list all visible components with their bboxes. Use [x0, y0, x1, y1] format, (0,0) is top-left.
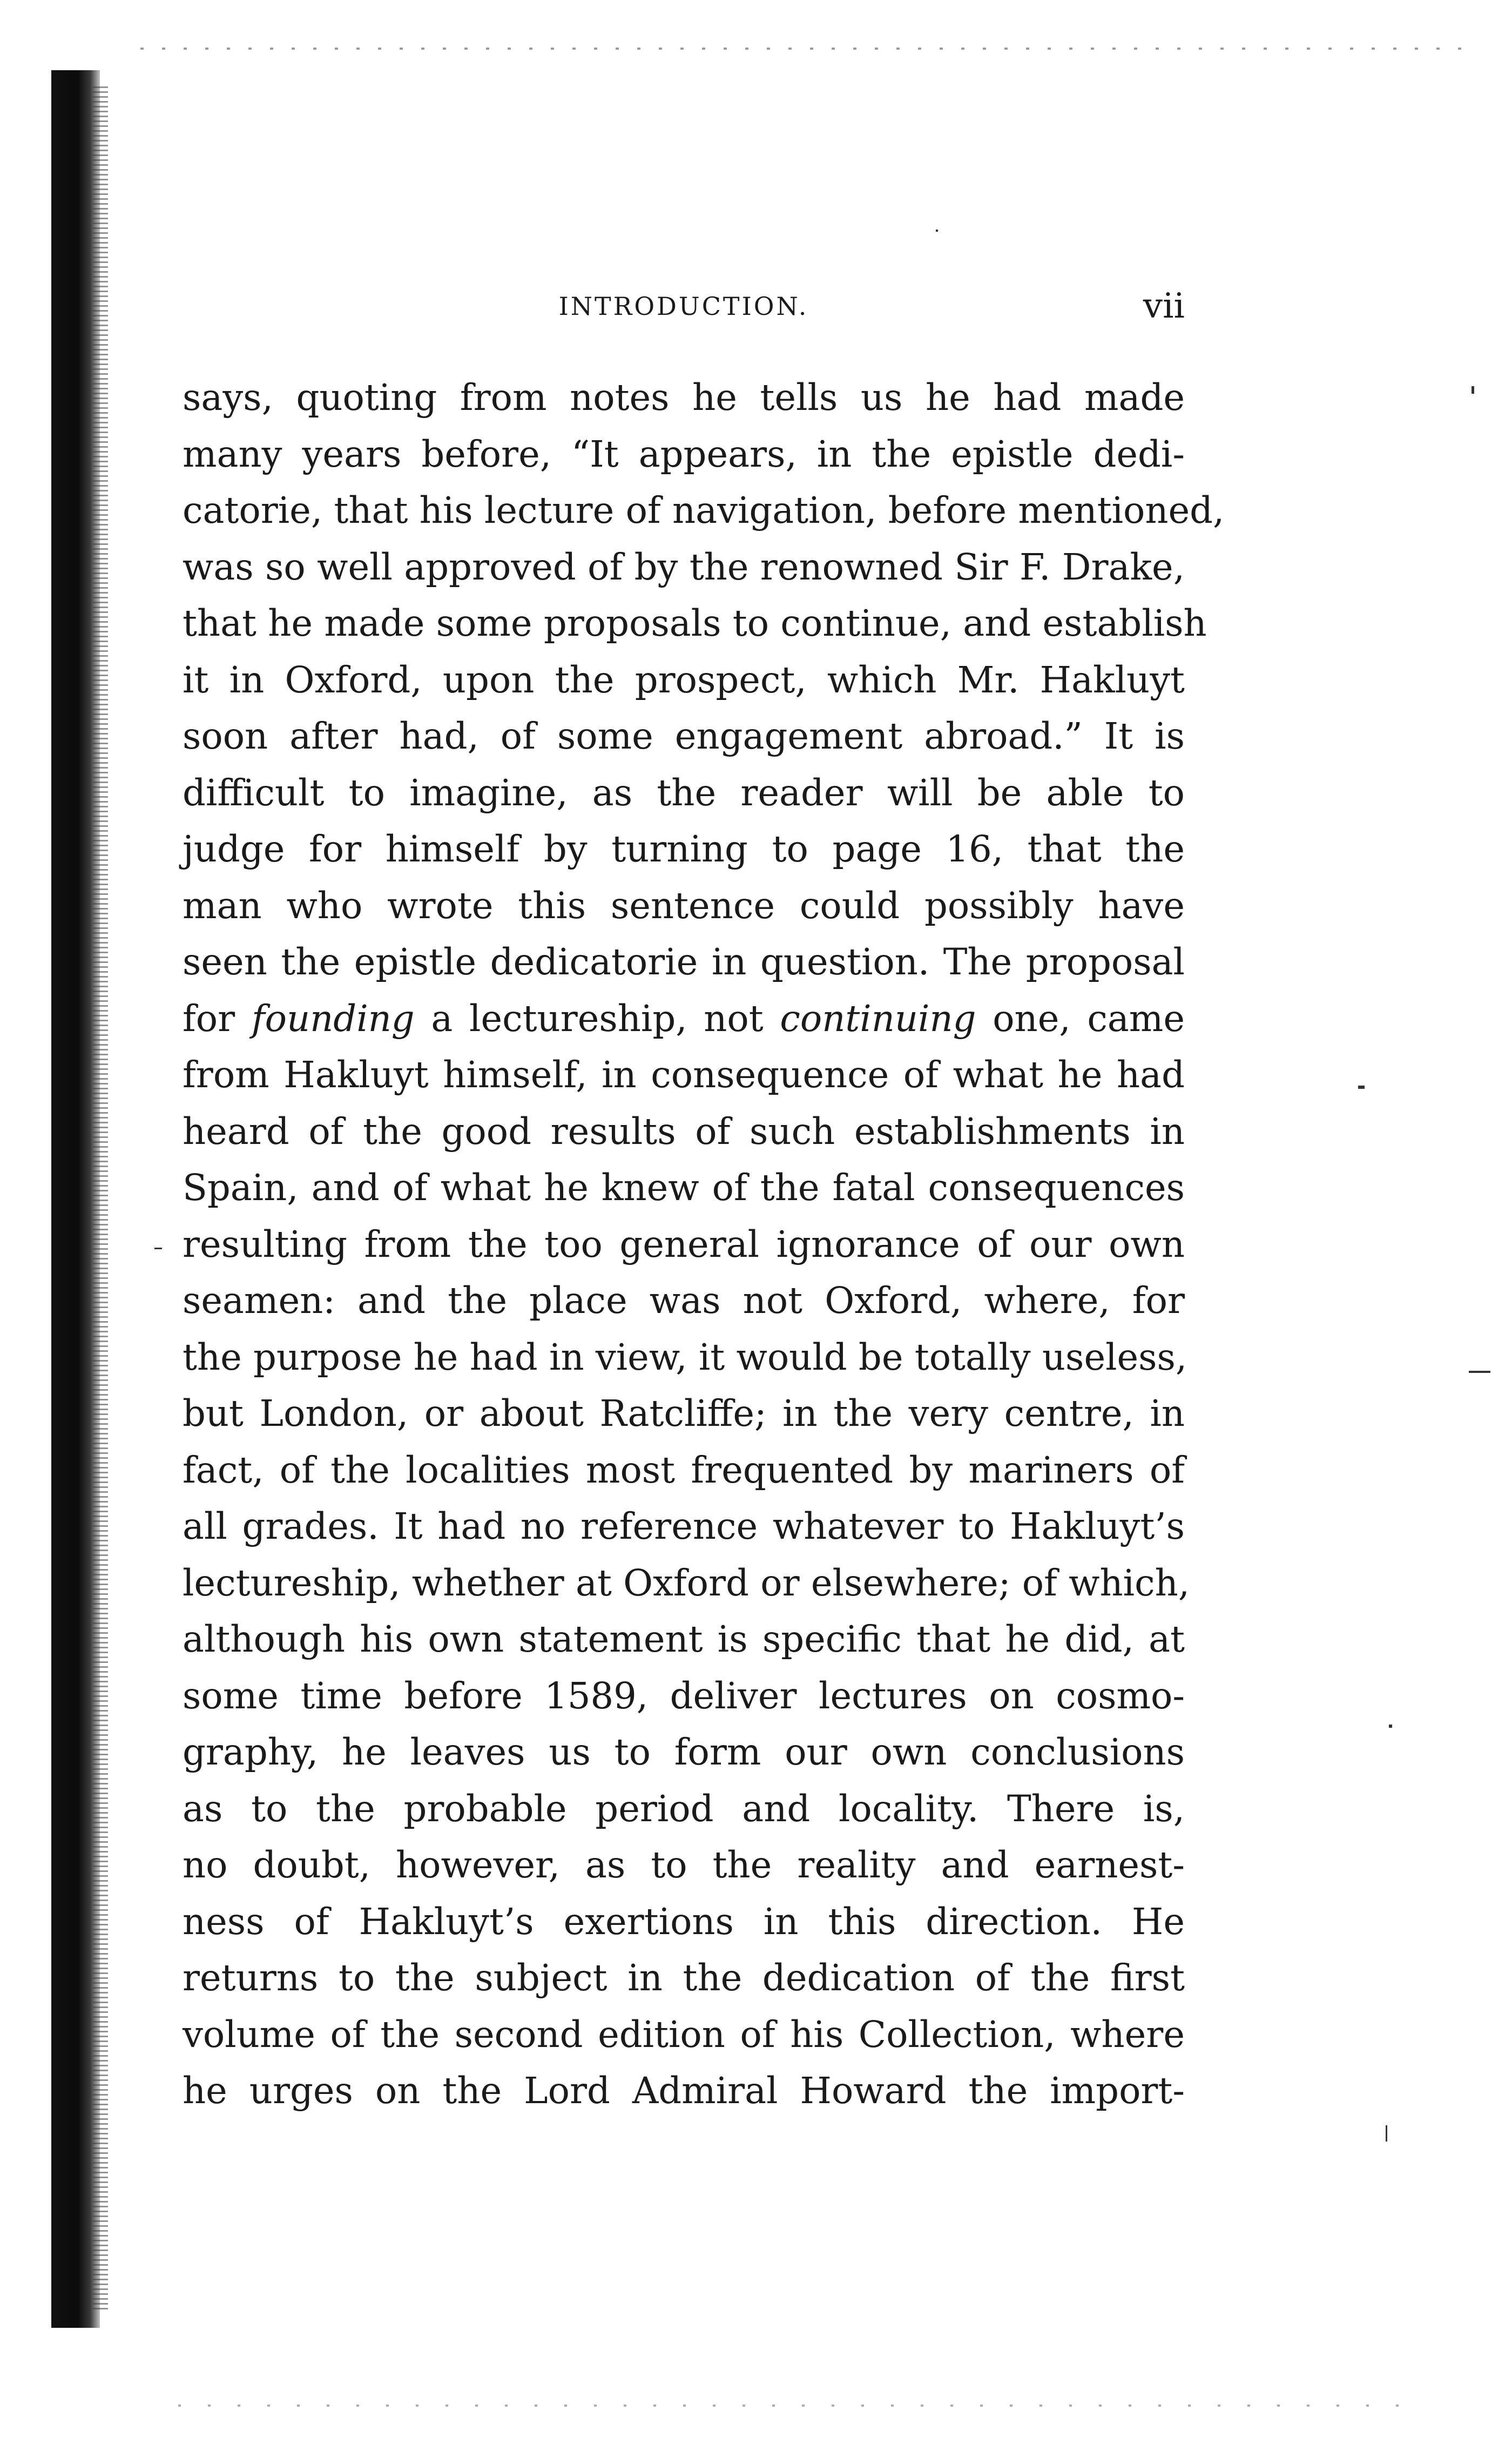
text-line: although his own statement is specific that he did, at [183, 1618, 1185, 1660]
text-line: all grades. It had no reference whatever to Hakluyt’s [183, 1505, 1185, 1547]
scan-noise-bottom [178, 2405, 1420, 2407]
italic-word-founding: founding [251, 997, 415, 1040]
text-line: catorie, that his lecture of navigation, before mentioned, [183, 489, 1225, 531]
text-line: difficult to imagine, as the reader will be able to [183, 771, 1185, 814]
text-line: returns to the subject in the dedication of the first [183, 1957, 1185, 1999]
text-line: seamen: and the place was not Oxford, where, for [183, 1279, 1185, 1322]
text-line: was so well approved of by the renowned Sir F. Drake, [183, 545, 1185, 588]
text-line: judge for himself by turning to page 16, that the [183, 828, 1185, 870]
scan-speck [1472, 386, 1474, 394]
text-line: but London, or about Ratcliffe; in the very centre, in [183, 1392, 1185, 1434]
body-text [183, 369, 1225, 2119]
text-line: Spain, and of what he knew of the fatal consequences [183, 1167, 1185, 1209]
text-line: resulting from the too general ignorance of our own [183, 1223, 1185, 1265]
text-line: lectureship, whether at Oxford or elsewhere; of which, [183, 1561, 1190, 1604]
text-line: some time before 1589, deliver lectures on cosmo- [183, 1674, 1185, 1717]
text-line: ness of Hakluyt’s exertions in this direction. He [183, 1900, 1185, 1943]
page-number: vii [1143, 286, 1185, 326]
scan-speck [1469, 1371, 1490, 1373]
text-line: it in Oxford, upon the prospect, which Mr. Hakluyt [183, 658, 1185, 701]
text-run: one, came [976, 997, 1185, 1040]
text-line: soon after had, of some engagement abroad.” It is [183, 715, 1185, 757]
text-line: man who wrote this sentence could possibly have [183, 884, 1185, 927]
running-title: INTRODUCTION. [558, 292, 809, 321]
text-line-with-italics [183, 991, 1185, 1047]
running-head [183, 286, 1185, 329]
text-line: from Hakluyt himself, in consequence of what he had [183, 1054, 1185, 1096]
binding-shadow [93, 86, 108, 2312]
scan-noise-top [140, 48, 1463, 50]
text-line: heard of the good results of such establishments in [183, 1110, 1185, 1153]
text-line: says, quoting from notes he tells us he had made [183, 376, 1185, 419]
text-line: no doubt, however, as to the reality and earnest- [183, 1844, 1185, 1886]
text-line: volume of the second edition of his Collection, where [183, 2013, 1185, 2056]
text-line: as to the probable period and locality. There is, [183, 1787, 1185, 1830]
scan-speck [154, 1248, 162, 1249]
text-line: that he made some proposals to continue, and establish [183, 602, 1207, 644]
italic-word-continuing: continuing [780, 997, 976, 1040]
text-line: he urges on the Lord Admiral Howard the import- [183, 2070, 1185, 2112]
scan-speck [1358, 1086, 1365, 1089]
text-line: many years before, “It appears, in the epistle dedi- [183, 433, 1185, 475]
text-run: a lectureship, not [414, 997, 780, 1040]
text-run: for [183, 997, 252, 1040]
scan-speck [936, 230, 938, 232]
scan-speck [1386, 2125, 1387, 2141]
text-line: fact, of the localities most frequented by mariners of [183, 1449, 1185, 1491]
text-line: the purpose he had in view, it would be totally useless, [183, 1336, 1187, 1378]
text-line: graphy, he leaves us to form our own conclusions [183, 1731, 1185, 1773]
scan-speck [1389, 1725, 1392, 1728]
text-line: seen the epistle dedicatorie in question. The proposal [183, 941, 1185, 983]
